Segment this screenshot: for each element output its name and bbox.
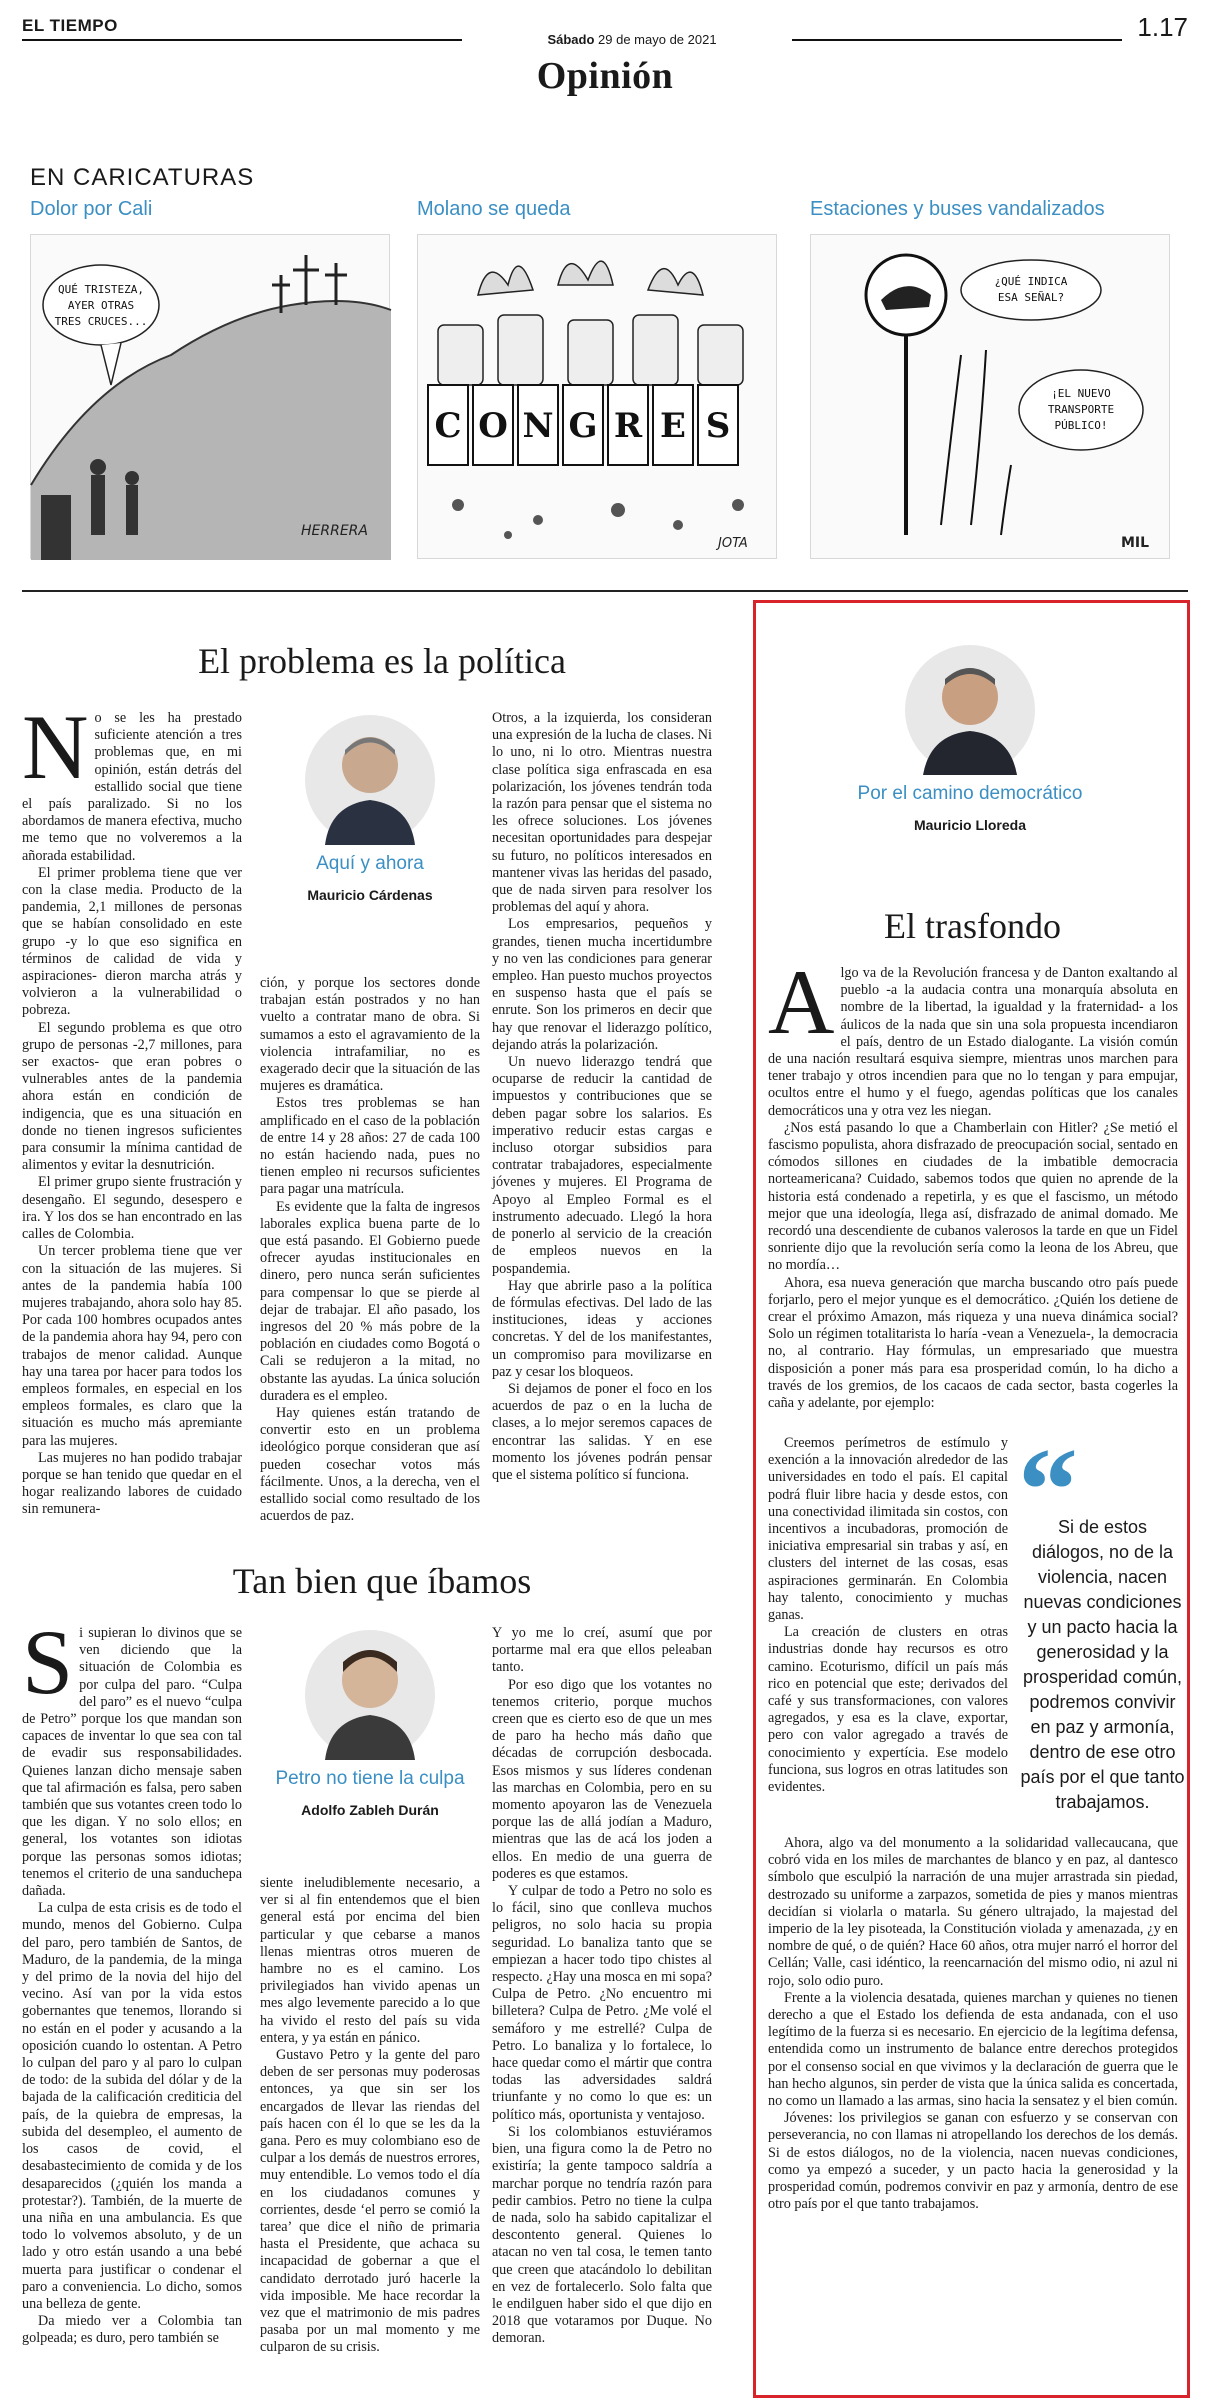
article2-author-box — [260, 1630, 480, 1818]
masthead-rule-right — [792, 39, 1122, 41]
article1-para: Si dejamos de poner el foco en los acuerdos de paz o en la lucha de clases, a lo mejor seremos capaces de encontrar las salidas. Y en ese momento los jóvenes podrán pensar que el sistema político sí funciona. — [492, 1380, 712, 1483]
article3-para — [768, 951, 1178, 1120]
article2-column-2 — [260, 1875, 480, 2400]
article2-column-1 — [22, 1611, 242, 2400]
article3-dropcap: A — [768, 951, 835, 1053]
article1-para: ción, y porque los sectores donde trabajan están postrados y no han vuelto a contratar mano de obra. Si sumamos a esto el agravamiento de la violencia intrafamiliar, no es exagerado decir que la situación de las mujeres es dramática. — [260, 975, 480, 1095]
caricaturas-heading: EN CARICATURAS — [30, 164, 255, 191]
article1-para: El primer grupo siente frustración y desengaño. El segundo, desespero e ira. Y los dos se han encontrado en las calles de Colombia. — [22, 1174, 242, 1243]
article1-para: Un tercer problema tiene que ver con la situación de las mujeres. Si antes de la pandemia había 100 mujeres trabajando, ahora solo hay 85. Por cada 100 hombres ocupados antes de la pandemia ahora hay 94, pero con trabajos de menor calidad. Aunque hay una tarea por hacer para todos los empleos formales, en especial en los empleos formales, es claro que la situación es mucho más apremiante para las mujeres. — [22, 1243, 242, 1449]
page-number: 1.17 — [1137, 12, 1188, 42]
author-portrait — [305, 1630, 435, 1760]
svg-text:E: E — [660, 406, 686, 446]
article2-para: Y yo me lo creí, asumí que por portarme mal era que ellos peleaban tanto. — [492, 1625, 712, 1676]
svg-text:TRANSPORTE: TRANSPORTE — [1047, 403, 1115, 416]
svg-text:O: O — [478, 406, 508, 446]
article3-para: Ahora, algo va del monumento a la solidaridad vallecaucana, que cobró vida en los miles de marchantes de blanco y en paz, al dantesco símbolo que esculpió la narración de una mujer arrastrada sin piedad, destrozado su uniforme a zarpazos, sometida de pies y manos mientras decidían si violarla o matarla. Su género ultrajado, la majestad del imperio de la ley pisoteada, la Constitución violada y amenazada, ¿y en nombre de qué, o de quién? Hace 60 años, otra mujer narró el horror del Cellán; Valle, casi idéntico, la reencarnación del mismo odio, ni azul ni rojo, solo odio puro. — [768, 1835, 1178, 1989]
masthead — [22, 12, 1188, 52]
article1-column-1 — [22, 696, 242, 1518]
article3-para-text: lgo va de la Revolución francesa y de Danton exaltando al pueblo -a la audacia contra una monarquía absoluta en nombre de la libertad, la igualdad y la fraternidad- a los áulicos de la nada que sin una sola propuesta incendiaron el país, dentro de un Estado dialogante. La visión común de una nación resultará esquiva siempre, mientras unos marchen para tener trabajo y otros incendien para que no lo tengan y para empujar, ocultos entre el humo y el fuego, agendas políticas que los canales democráticos una y otra vez les niegan. — [768, 965, 1178, 1119]
svg-text:HERRERA: HERRERA — [301, 523, 368, 539]
article1-para: Un nuevo liderazgo tendrá que ocuparse de reducir la cantidad de impuestos y contribuciones que se deben pagar sobre los salarios. Es imperativo reducir estas cargas e incluso otorgar subsidios para contratar trabajadores, especialmente jóvenes y mujeres. El Programa de Apoyo al Empleo Formal es el instrumento adecuado. Llegó la hora de ponerlo al servicio de la creación de empleos nuevos en la pospandemia. — [492, 1054, 712, 1277]
column-name: Por el camino democrático — [857, 783, 1083, 804]
svg-text:JOTA: JOTA — [718, 536, 748, 551]
svg-text:R: R — [613, 406, 643, 446]
article3-column-narrow — [768, 1435, 1008, 1830]
article3-para: Jóvenes: los privilegios se ganan con esfuerzo y se conservan con perseverancia, no con llamas ni atropellando los derechos de los demás. Si de estos diálogos, no de la violencia, nacen nuevas condiciones, como ya empezó a suceder, y un pacto hacia la generosidad y la prosperidad común, podremos convivir en paz y armonía, dentro de ese otro país por el que tanto trabajamos. — [768, 2110, 1178, 2213]
author-name: Adolfo Zableh Durán — [301, 1802, 439, 1818]
svg-text:ESA SEÑAL?: ESA SEÑAL? — [997, 291, 1065, 304]
article3-column-top — [768, 951, 1178, 1430]
article2-para: Gustavo Petro y la gente del paro deben de ser personas muy poderosas entonces, ya que sin ser los encargados de llevar las riendas del país hacen con él lo que se les da la gana. Pero es muy colombiano eso de culpar a los demás de nuestros errores, muy entendible. Lo vemos todo el día en los ciudadanos comunes y corrientes, desde ‘el perro se comió la tarea’ que dice el niño de primaria hasta el Presidente, que achaca su incapacidad de gobernar a que el candidato derrotado juró hacerle la vida imposible. Me hace recordar la vez que el matrimonio de mis padres pasaba por un mal momento y me culparon de su crisis. — [260, 2047, 480, 2356]
cartoon-image — [30, 234, 390, 559]
issue-date-day: Sábado — [547, 32, 595, 47]
article3-column-bottom — [768, 1835, 1178, 2390]
article1-dropcap: N — [22, 696, 89, 798]
article3-para: Frente a la violencia desatada, quienes marchan y quienes no tienen derecho a que el Estado los defienda de esta andanada, con el uso legítimo de la fuerza si es necesario. En ejercicio de la legítima defensa, entendida como un instrumento de balance entre derechos protegidos por el consenso social en que vivimos y la declaración de guerra que le han hecho algunos, sin perder de vista que la única salida es concertada, no como un llamado a las armas, sino hacia la sensatez y el bien común. — [768, 1989, 1178, 2110]
article2-column-3 — [492, 1625, 712, 2400]
newspaper-brand: EL TIEMPO — [22, 16, 118, 35]
masthead-rule-left — [22, 39, 462, 41]
svg-text:G: G — [568, 406, 598, 446]
svg-text:MIL: MIL — [1121, 535, 1150, 551]
article1-column-3 — [492, 710, 712, 1490]
article1-headline: El problema es la política — [198, 641, 566, 681]
article2-para: Si los colombianos estuviéramos bien, una figura como la de Petro no existiría; la gente tampoco saldría a marchar porque no tendría razón para pedir cambios. Petro no tiene la culpa de nada, solo ha sabido capitalizar el descontento general. Quienes lo atacan no ven tal cosa, le temen tanto que creen que atacándolo lo debilitan en vez de fortalecerlo. Solo falta que le endilguen haber sido el que dijo en 2018 que votaramos por Duque. No demoran. — [492, 2123, 712, 2347]
cartoon-title: Molano se queda — [417, 198, 571, 220]
author-name: Mauricio Lloreda — [913, 817, 1027, 833]
quote-icon: “ — [1018, 1423, 1078, 1556]
cartoon-image — [810, 234, 1170, 559]
cartoon-title: Estaciones y buses vandalizados — [810, 198, 1105, 220]
svg-text:N: N — [522, 406, 554, 446]
article1-para — [22, 696, 242, 865]
article3-para: Ahora, esa nueva generación que marcha buscando otro país puede forjarlo, pero el mejor yunque es el democrático. ¿Quién los detiene de crear el próximo Amazon, más riqueza y una nueva dinámica social? Solo un régimen totalitarista lo haría -vean a Venezuela-, la democracia no, al contrario. Hay fórmulas, un empresariado que muestra disposición a poner más para esa prosperidad común, lo ha dicho a través de los gremios, de los cacaos de cada sector, basta cogerles la caña y adelante, por ejemplo: — [768, 1274, 1178, 1412]
svg-text:QUÉ TRISTEZA,: QUÉ TRISTEZA, — [57, 283, 145, 296]
article3-para: Creemos perímetros de estímulo y exención a la innovación alrededor de las universidades en todo el país. El capital podrá fluir libre hacia y desde estos, con una conectividad ilimitada sin costos, con incentivos a incubadoras, promoción de iniciativa empresarial sin trabas y así, en clusters del internet de las cosas, esas aspiraciones germinarán. En Colombia hay talento, conocimiento y muchas ganas. — [768, 1435, 1008, 1624]
svg-text:¿QUÉ INDICA: ¿QUÉ INDICA — [994, 275, 1068, 288]
column-name: Petro no tiene la culpa — [275, 1768, 465, 1789]
issue-date — [492, 32, 772, 47]
article2-para: Da miedo ver a Colombia tan golpeada; es duro, pero también se — [22, 2313, 242, 2347]
article1-column-2 — [260, 975, 480, 1525]
article3-author-box — [800, 645, 1140, 833]
cartoon-dolor-por-cali — [30, 198, 390, 559]
article1-para: Otros, a la izquierda, los consideran una expresión de la lucha de clases. Ni lo uno, ni lo otro. Mientras nuestra clase política siga enfrascada en esa polarización, los jóvenes tendrán toda la razón para pensar que el sistema no les ofrece soluciones. Los jóvenes necesitan oportunidades para despejar su futuro, no políticos interesados en mantener vivas las heridas del pasado, que de nada sirven para resolver los problemas del aquí y ahora. — [492, 710, 712, 916]
article3-headline: El trasfondo — [884, 906, 1061, 946]
article2-dropcap: S — [22, 1611, 74, 1713]
cartoon-estaciones-y-buses — [810, 198, 1170, 559]
article2-para-text: i supieran lo divinos que se ven diciendo que la situación de Colombia es por culpa del paro. “Culpa del paro” es el nuevo “culpa de Petro” porque los que mandan son capaces de inventar lo que sea con tal de evadir sus responsabilidades. Quienes lanzan dicho mensaje saben que tal afirmación es falsa, pero saben también que sus votantes creen todo lo que les digan. Y no solo ellos; en general, los votantes son idiotas porque las personas somos idiotas; tenemos el criterio de una sanducheра dañada. — [22, 1625, 242, 1900]
article1-para: Hay quienes están tratando de convertir esto en un problema ideológico porque consideran que así pueden cosechar votos más fácilmente. Unos, a la derecha, ven el estallido social como resultado de los acuerdos de paz. — [260, 1405, 480, 1525]
column-name: Aquí y ahora — [316, 853, 424, 874]
article1-para: Los empresarios, pequeños y grandes, tienen mucha incertidumbre y no ven las condiciones para generar empleo. Han puesto muchos proyectos en suspenso hasta que el país se enrute. Son los primeros en decir que hay que renovar el liderazgo político, dejando atrás la polarización. — [492, 916, 712, 1053]
section-divider — [22, 590, 1188, 592]
article1-author-box — [260, 715, 480, 903]
svg-text:C: C — [434, 406, 462, 446]
article2-para: Y culpar de todo a Petro no solo es lo fácil, sino que conlleva muchos peligros, no solo hacia su propia seguridad. Lo banaliza tanto que se empiezan a hacer todo tipo chistes al respecto. ¿Hay una mosca en mi sopa? Culpa de Petro. ¿No encuentro mi billetera? Culpa de Petro. ¿Me volé el semáforo y me estrellé? Culpa de Petro. Lo banaliza y lo fortalece, lo hace quedar como el mártir que contra todas las adversidades saldrá triunfante y no como lo que es: un político más, oportunista y ventajoso. — [492, 1883, 712, 2123]
article3-para: ¿Nos está pasando lo que a Chamberlain con Hitler? ¿Se metió el fascismo populista, ahora disfrazado de preocupación social, sentado en cómodos sillones en ciudades de la imbatible democracia norteamericana? Cuidado, sabemos todos que quien no aprende de la historia está condenado a repetirla, y es que el fascismo, un método mejor que una ideología, llega así, disfrazado de animal domado. Me recordó una descendiente de cubanos valerosos la tarde en que un Fidel sonriente dijo que la revolución sería como la leona de los Abreu, que no mordía… — [768, 1119, 1178, 1274]
article3-para: La creación de clusters en otras industrias donde hay recursos es otro camino. Ecoturismo, difícil un país más rico en potencial que este; derivados del café y sus transformaciones, con valores agregados, y esa es la clave, exportar, pero con valor agregado a través de conocimiento y expertícia. Ese modelo funciona, sus logros en otras latitudes son evidentes. — [768, 1624, 1008, 1796]
article2-para: La culpa de esta crisis es de todo el mundo, menos del Gobierno. Culpa del paro, pero también de Santos, de Maduro, de la pandemia, de la minga y del primo de la novia del hijo del vecino. Así van por la vida estos gobernantes que tenemos, llorando si no están en el poder y acusando a la oposición cuando lo ostentan. A Petro lo culpan del paro y al paro lo culpan de todo: de la subida del dólar y de la bajada de la calificación crediticia del país, de la quiebra de empresas, la subida del desempleo, el aumento de los casos de covid, el desabastecimiento de comida y de los desaparecidos (¿quién los manda a protestar?). También, de la muerte de una niña en una ambulancia. Es que todo lo volvemos absoluto, y de un lado y otro están usando a una bebé muerta para justificar o condenar el paro a conveniencia. Lo dicho, somos una belleza de gente. — [22, 1900, 242, 2312]
article1-para: Las mujeres no han podido trabajar porque se han tenido que quedar en el hogar realizando labores de cuidado sin remunera- — [22, 1449, 242, 1518]
svg-text:PÚBLICO!: PÚBLICO! — [1054, 419, 1108, 432]
section-title: Opinión — [536, 55, 674, 97]
svg-text:AYER OTRAS: AYER OTRAS — [67, 299, 135, 312]
svg-text:TRES CRUCES...: TRES CRUCES... — [54, 315, 148, 328]
pullquote: Si de estos diálogos, no de la violencia, nacen nuevas condiciones y un pacto hacia la generosidad y la prosperidad común, podremos convivir en paz y armonía, dentro de ese otro país por el que tanto trabajamos. — [1020, 1517, 1185, 1812]
article1-para: El primer problema tiene que ver con la clase media. Producto de la pandemia, 2,1 millones de personas que se habían consolidado en este grupo -y lo que eso significa en términos de calidad de vida y aspiraciones- dieron marcha atrás y volvieron a la vulnerabilidad o pobreza. — [22, 864, 242, 1019]
article2-para: siente ineludiblemente necesario, a ver si al fin entendemos que el bien general está por encima del bien particular y que cebarse a manos llenas mientras otros mueren de hambre no es el camino. Los privilegiados han vivido apenas un mes algo levemente parecido a lo que ha vivido el resto del país su vida entera, y ya están en pánico. — [260, 1875, 480, 2046]
cartoon-title: Dolor por Cali — [30, 198, 153, 220]
cartoon-molano-se-queda — [417, 198, 777, 559]
author-portrait — [905, 645, 1035, 775]
article1-para: Es evidente que la falta de ingresos laborales explica buena parte de lo que está pasando. El Gobierno puede ofrecer ayudas institucionales en dinero, pero nunca serán suficientes para compensar lo que se pierde al dejar de trabajar. El año pasado, los ingresos del 20 % más pobre de la población en ciudades como Bogotá o Cali se redujeron a la mitad, no obstante las ayudas. La única solución duradera es el empleo. — [260, 1198, 480, 1404]
article2-headline: Tan bien que íbamos — [232, 1561, 532, 1601]
cartoon-image — [417, 234, 777, 559]
author-name: Mauricio Cárdenas — [307, 887, 433, 903]
issue-date-rest: 29 de mayo de 2021 — [594, 32, 717, 47]
svg-text:S: S — [705, 406, 731, 446]
article1-para-text: o se les ha prestado suficiente atención a tres problemas que, en mi opinión, están detrás del estallido social que tiene el país paralizado. Si no los abordamos de manera efectiva, mucho me temo que no volveremos a la añorada estabilidad. — [22, 710, 242, 864]
article1-para: Hay que abrirle paso a la política de fórmulas efectivas. Del lado de las instituciones, ideas y acciones concretas. Y del de los manifestantes, un compromiso para movilizarse en paz y cesar los bloqueos. — [492, 1277, 712, 1380]
article2-para: Por eso digo que los votantes no tenemos criterio, porque muchos creen que es cierto eso de que un mes de paro ha hecho más daño que décadas de corrupción desbocada. Esos mismos y sus líderes condenan las marchas en Colombia, pero en su momento apoyaron las de Venezuela porque las de allá jodían a Maduro, mientras que las de acá los joden a ellos. En medio de una guerra de poderes es que estamos. — [492, 1676, 712, 1882]
article1-para: El segundo problema es que otro grupo de personas -2,7 millones, para ser exactos- que eran pobres o vulnerables antes de la pandemia ahora están en condición de indigencia, que es una situación en donde no tienen ingresos suficientes para consumir la mínima cantidad de alimentos y evitar la desnutrición. — [22, 1019, 242, 1174]
article2-para — [22, 1611, 242, 1900]
author-portrait — [305, 715, 435, 845]
article1-para: Estos tres problemas se han amplificado en el caso de la población de entre 14 y 28 años: 27 de cada 100 no están haciendo nada, pues no tienen empleo ni recursos suficientes para pagar una matrícula. — [260, 1095, 480, 1198]
svg-text:¡EL NUEVO: ¡EL NUEVO — [1051, 387, 1111, 400]
